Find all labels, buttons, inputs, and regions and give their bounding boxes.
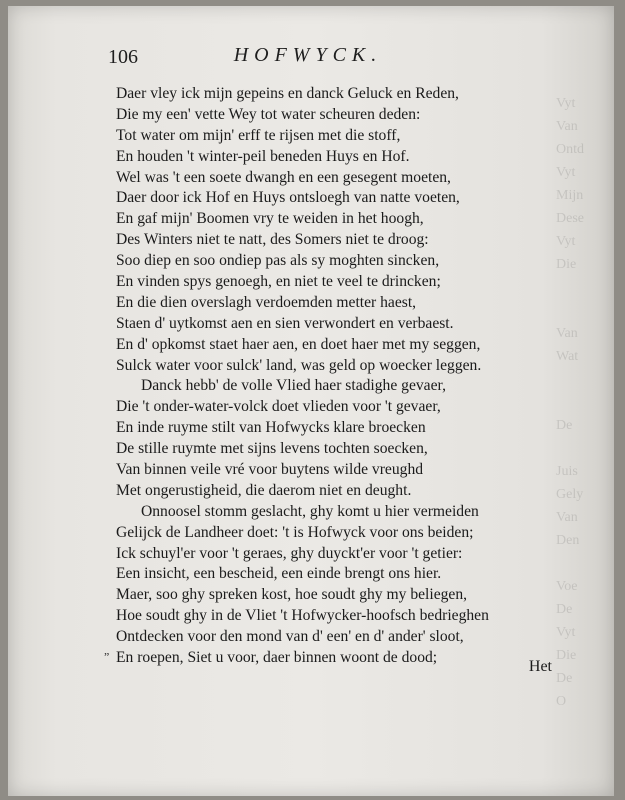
- poem-line: En d' opkomst staet haer aen, en doet haer met my seggen,: [116, 335, 481, 353]
- poem-line: Die my een' vette Wey tot water scheuren deden:: [116, 105, 421, 123]
- book-page: [8, 6, 614, 796]
- poem-line: Ick schuyl'er voor 't geraes, ghy duyckt'er voor 't getier:: [116, 544, 463, 562]
- bleed-line: De: [556, 671, 573, 686]
- poem-line: Danck hebb' de volle Vlied haer stadighe gevaer,: [141, 377, 446, 395]
- poem-line: Daer door ick Hof en Huys ontsloegh van natte voeten,: [116, 189, 460, 207]
- bleed-line: Van: [556, 510, 578, 525]
- poem-line: En die dien overslagh verdoemden metter haest,: [116, 293, 417, 311]
- bleed-line: O: [556, 694, 567, 709]
- bleed-line: De: [556, 418, 573, 433]
- bleed-line: [556, 717, 606, 740]
- poem-line: De stille ruymte met sijns levens tochten soecken,: [116, 440, 428, 458]
- poem-line: Des Winters niet te natt, des Somers niet te droog:: [116, 231, 429, 249]
- poem-line: Gelijck de Landheer doet: 't is Hofwyck voor ons beiden;: [116, 523, 474, 541]
- page-number: 106: [108, 46, 138, 68]
- poem-line: Van binnen veile vré voor buytens wilde vreughd: [116, 461, 424, 479]
- bleed-line: Vyt: [556, 625, 576, 640]
- catchword: Het: [528, 658, 552, 675]
- poem-line: Sulck water voor sulck' land, was geld op woecker leggen.: [116, 356, 482, 374]
- running-head: HOFWYCK.: [233, 44, 383, 66]
- bleed-line: Den: [556, 533, 580, 548]
- poem-line: Een insicht, een bescheid, een einde brengt ons hier.: [116, 565, 442, 583]
- bleed-line: Die: [556, 648, 577, 663]
- bleed-line: Dese: [556, 211, 584, 226]
- poem-line: En vinden spys genoegh, en niet te veel te drincken;: [116, 273, 441, 291]
- poem-line: Wel was 't een soete dwangh en een gesegent moeten,: [116, 168, 451, 186]
- poem-line: Met ongerustigheid, die daerom niet en deught.: [116, 481, 412, 499]
- bleed-line: Vyt: [556, 234, 576, 249]
- poem-line: Onnoosel stomm geslacht, ghy komt u hier vermeiden: [141, 502, 479, 520]
- poem-line: Maer, soo ghy spreken kost, hoe soudt ghy my beliegen,: [116, 586, 468, 604]
- poem-line: Hoe soudt ghy in de Vliet 't Hofwycker-hoofsch bedrieghen: [116, 607, 489, 625]
- bleed-line: Voe: [556, 579, 578, 594]
- bleed-line: Van: [556, 119, 578, 134]
- poem-line: Tot water om mijn' erff te rijsen met die stoff,: [116, 126, 401, 144]
- poem-line: En roepen, Siet u voor, daer binnen woont de dood;: [116, 649, 438, 667]
- quote-mark: „: [104, 643, 110, 657]
- poem-line: Soo diep en soo ondiep pas als sy moghten sincken,: [116, 252, 440, 270]
- bleed-line: Gely: [556, 487, 584, 502]
- poem-body: [116, 84, 586, 669]
- bleed-line: Vyt: [556, 96, 576, 111]
- poem-line: Die 't onder-water-volck doet vlieden voor 't gevaer,: [116, 398, 441, 416]
- bleed-line: Juis: [556, 464, 578, 479]
- bleed-line: De: [556, 602, 573, 617]
- poem-line: Staen d' uytkomst aen en sien verwondert en verbaest.: [116, 314, 454, 332]
- bleed-line: Vyt: [556, 165, 576, 180]
- poem-line: Daer vley ick mijn gepeins en danck Geluck en Reden,: [116, 85, 459, 102]
- poem-line: Ontdecken voor den mond van d' een' en d' ander' sloot,: [116, 628, 464, 646]
- bleed-line: Mijn: [556, 188, 584, 203]
- page-header: [108, 46, 614, 76]
- poem-line: En houden 't winter-peil beneden Huys en Hof.: [116, 147, 410, 165]
- poem-line: En gaf mijn' Boomen vry te weiden in het hoogh,: [116, 210, 424, 228]
- poem-line: En inde ruyme stilt van Hofwycks klare broecken: [116, 419, 426, 437]
- bleed-line: Die: [556, 257, 577, 272]
- bleed-line: Van: [556, 326, 578, 341]
- bleed-line: Ontd: [556, 142, 584, 157]
- bleed-line: Wat: [556, 349, 579, 364]
